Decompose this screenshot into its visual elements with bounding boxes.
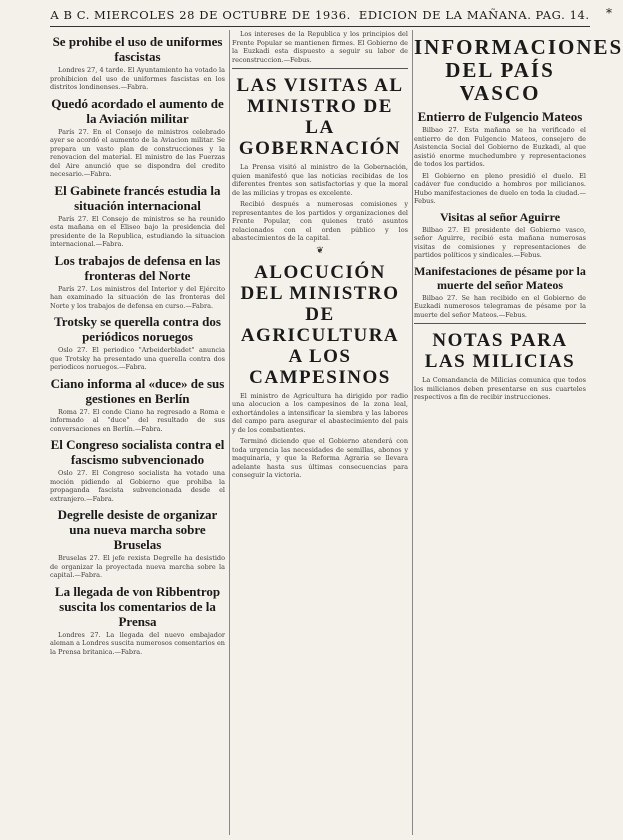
article-body: La Prensa visitó al ministro de la Gobernación, quien manifestó que las noticias recibidas de los diferentes frentes son satisfactorias y que la moral de las milicias y tropas es excelente. (232, 163, 408, 197)
ornament-icon: ❦ (316, 245, 324, 256)
article (50, 507, 225, 580)
article-body: Bilbao 27. Se han recibido en el Gobierno de Euzkadi numerosos telegramas de pésame por la muerte del señor Mateos.—Febus. (414, 293, 586, 319)
masthead-page: PAG. 14. (535, 8, 590, 22)
article-body: Bruselas 27. El jefe rexista Degrelle ha desistido de organizar la proyectada nueva marcha sobre la capital.—Fabra. (50, 554, 225, 579)
headline: Los trabajos de defensa en las fronteras del Norte (54, 252, 221, 283)
article-body: Londres 27. La llegada del nuevo embajador aleman a Londres suscita numerosos comentarios en la Prensa britanica.—Fabra. (50, 630, 225, 656)
masthead-abc: A B C. (50, 8, 91, 22)
article (50, 253, 225, 311)
divider (414, 323, 586, 324)
article-body: El Gobierno en pleno presidió el duelo. El cadáver fue conducido a hombros por milicianos. Hubo manifestaciones de duelo en toda la ciudad.—Febus. (414, 171, 586, 205)
headline-pais-vasco: INFORMACIONES DEL PAÍS VASCO (414, 35, 623, 105)
masthead (50, 4, 590, 27)
column-2 (232, 30, 413, 835)
article (50, 437, 225, 503)
masthead-date: MIERCOLES 28 DE OCTUBRE DE 1936. (94, 8, 351, 22)
article-body: París 27. Los ministros del Interior y del Ejército han examinado la situación de las fronteras del Norte y los trabajos de defensa en curso.—Fabra. (50, 284, 225, 310)
article (50, 314, 225, 372)
column-1 (50, 30, 230, 835)
article (50, 96, 225, 179)
article-body: París 27. El Consejo de ministros se ha reunido esta mañana en el Eliseo bajo la presidencia del presidente de la Republica, estudiando la situacion internacional.—Fabra. (50, 214, 225, 248)
headline: Entierro de Fulgencio Mateos (417, 109, 583, 124)
masthead-edition: EDICION DE LA MAÑANA. (358, 8, 532, 22)
article (50, 376, 225, 434)
article-body: Oslo 27. El Congreso socialista ha votado una moción pidiendo al Gobierno que prohiba la propaganda fascista subvencionada desde el extranjero.—Fabra. (50, 469, 225, 503)
divider (232, 68, 408, 69)
article-body: El ministro de Agricultura ha dirigido por radio una alocucion a los campesinos de la zona leal, exhortándoles a intensificar la siembra y las labores del campo para asegurar el abastecimiento del pais y de los combatientes. (232, 391, 408, 434)
headline: Trotsky se querella contra dos periódicos noruegos (54, 314, 221, 344)
headline: Ciano informa al «duce» de sus gestiones en Berlín (50, 375, 225, 406)
article-body: Bilbao 27. Esta mañana se ha verificado el entierro de don Fulgencio Mateos, consejero de Asistencia Social del Gobierno de Euzkadi, al que asistió enorme muchedumbre y representaciones de todos los partidos. (414, 126, 586, 168)
article (50, 183, 225, 249)
article-body: Bilbao 27. El presidente del Gobierno vasco, señor Aguirre, recibió esta mañana numerosas visitas de comisiones y representaciones de partidos políticos y sindicales.—Febus. (414, 225, 586, 259)
article-body: Oslo 27. El periodico "Arbeiderbladet" anuncia que Trotsky ha presentado una querella contra dos periodicos noruegos.—Fabra. (50, 346, 225, 371)
article-body: París 27. En el Consejo de ministros celebrado ayer se acordó el aumento de la Aviacion militar. Se prepara un vasto plan de construcciones y la renovacion del material. El ministro de las Fuerzas del Aire anunció que se dispondra del credito necesario.—Fabra. (50, 127, 225, 178)
article-body: La Comandancia de Milicias comunica que todos los milicianos deben presentarse en sus cuarteles respectivos a fin de recibir instrucciones. (414, 376, 586, 401)
corner-mark: * (606, 6, 612, 20)
headline: Visitas al señor Aguirre (439, 209, 561, 224)
article-body: Londres 27, 4 tarde. El Ayuntamiento ha votado la prohibicion del uso de uniformes fascistas en los distritos londinenses.—Fabra. (50, 66, 225, 91)
article-body: Recibió después a numerosas comisiones y representantes de los partidos y organizaciones del Frente Popular, con quienes trató asuntos relacionados con el orden público y los abastecimientos de la capital. (232, 200, 408, 242)
headline: La llegada de von Ribbentrop suscita los comentarios de la Prensa (54, 583, 221, 629)
headline: El Congreso socialista contra el fascismo subvencionado (50, 437, 225, 467)
article-body: Los intereses de la Republica y los principios del Frente Popular se mantienen firmes. El Gobierno de la Euzkadi esta dispuesto a seguir su labor de reconstruccion.—Febus. (232, 30, 408, 64)
headline: Degrelle desiste de organizar una nueva marcha sobre Bruselas (57, 507, 218, 552)
headline-milicias: NOTAS PARA LAS MILICIAS (424, 330, 576, 372)
headline: El Gabinete francés estudia la situación internacional (54, 182, 221, 213)
headline: Quedó acordado el aumento de la Aviación militar (51, 95, 224, 126)
article (50, 584, 225, 657)
article-body: Terminó diciendo que el Gobierno atenderá con toda urgencia las necesidades de semillas, abonos y maquinaria, y que la Reforma Agraria se llevara adelante hasta sus últimas consecuencias para conseguir la victoria. (232, 437, 408, 479)
headline-agricultura: ALOCUCIÓN DEL MINISTRO DE AGRICULTURA A LOS CAMPESINOS (240, 261, 400, 388)
article (50, 34, 225, 92)
headline: Se prohibe el uso de uniformes fascistas (52, 34, 223, 64)
headline: Manifestaciones de pésame por la muerte del señor Mateos (414, 263, 586, 292)
headline-gobernacion: LAS VISITAS AL MINISTRO DE LA GOBERNACIÓN (236, 75, 404, 159)
article-body: Roma 27. El conde Ciano ha regresado a Roma e informado al "duce" del resultado de sus conversaciones en Berlín.—Fabra. (50, 407, 225, 433)
column-3 (414, 30, 623, 835)
